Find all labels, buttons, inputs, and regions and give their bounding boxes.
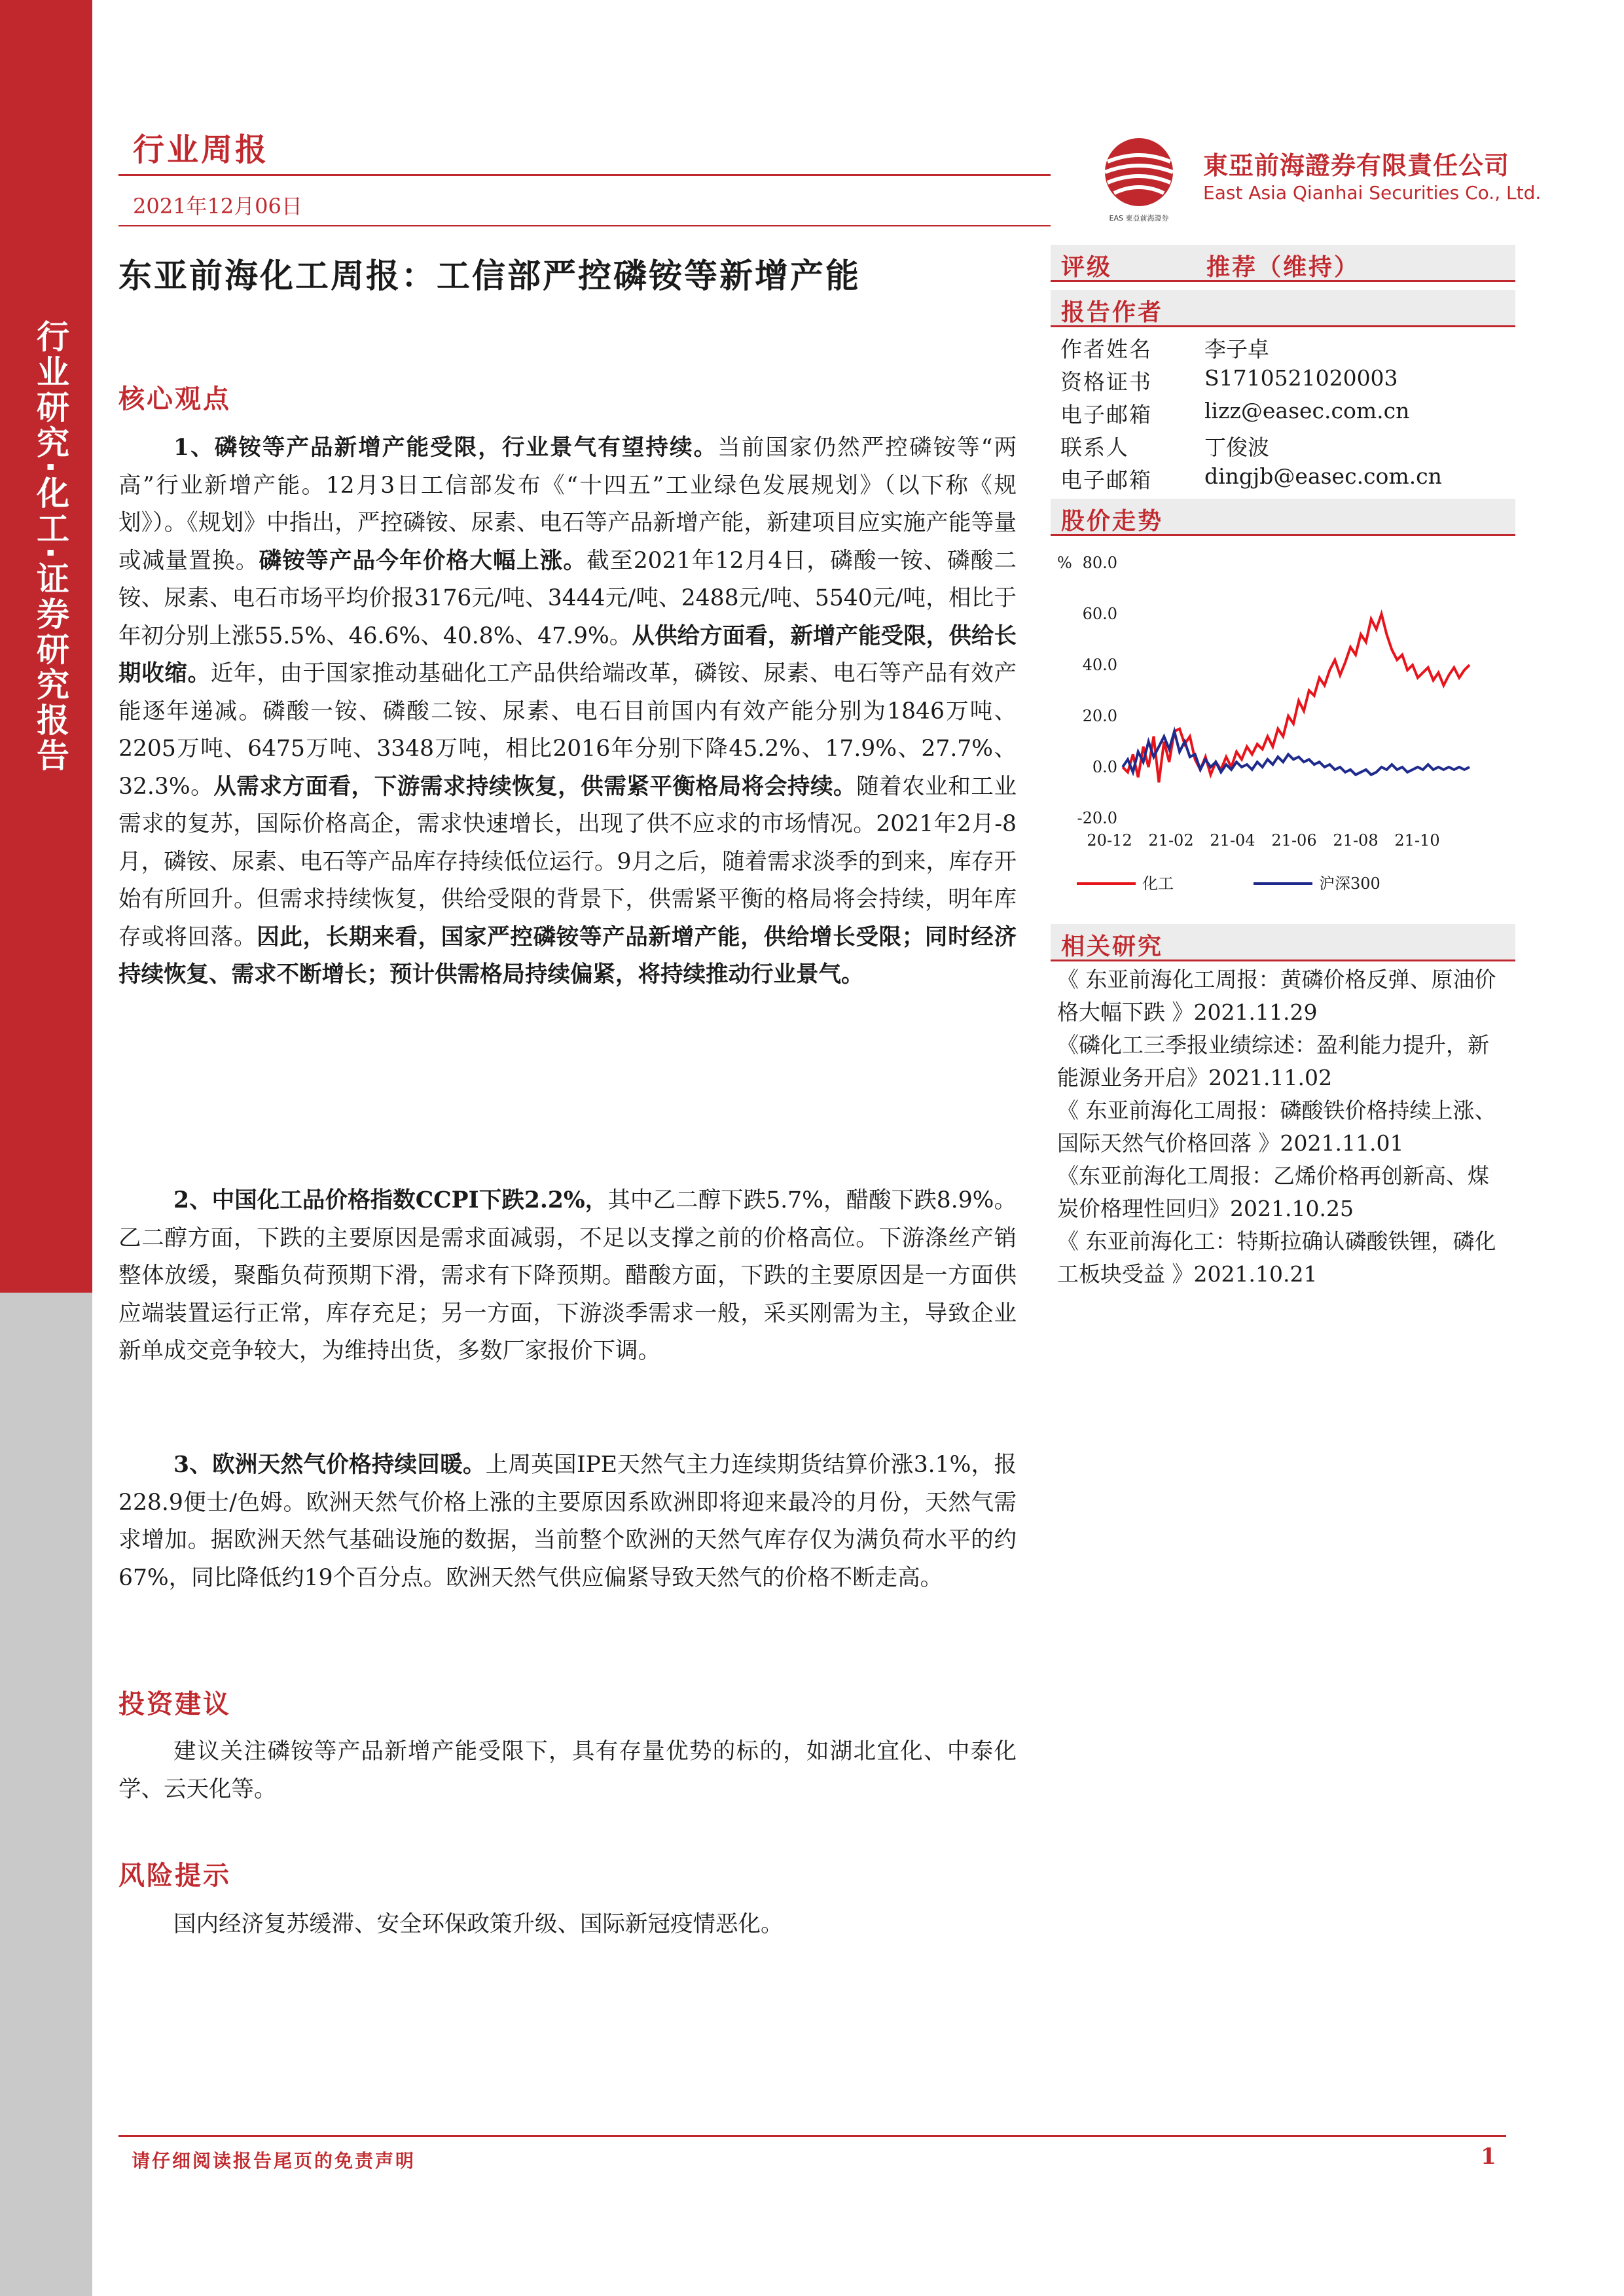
- author-key: 作者姓名: [1060, 336, 1152, 362]
- p1-bold-2: 磷铵等产品今年价格大幅上涨。: [259, 547, 587, 574]
- chart-y-tick: 20.0: [1082, 707, 1117, 725]
- related-item[interactable]: 《 东亚前海化工周报：磷酸铁价格持续上涨、国际天然气价格回落 》2021.11.01: [1057, 1098, 1496, 1156]
- header-divider: [118, 174, 1051, 176]
- related-heading: 相关研究: [1061, 933, 1164, 960]
- author-key: 电子邮箱: [1060, 402, 1152, 427]
- chart-legend-label: 沪深300: [1319, 874, 1380, 893]
- core-paragraph-1: [118, 429, 1017, 994]
- chart-y-unit: %: [1057, 554, 1072, 572]
- p1-text-3: 近年，由于国家推动基础化工产品供给端改革，磷铵、尿素、电石等产品有效产能逐年递减。磷酸一铵、磷酸二铵、尿素、电石目前国内有效产能分别为1846万吨、2205万吨、6475万吨、3348万吨，相比2016年分别下降45.2%、17.9%、27.7%、32.3%。: [118, 660, 1017, 800]
- sidebar-label: 行业研究·化工·证券研究报告: [31, 319, 69, 774]
- stock-chart: [1051, 543, 1515, 910]
- risk-text: 国内经济复苏缓滞、安全环保政策升级、国际新冠疫情恶化。: [173, 1911, 784, 1937]
- header-divider-2: [118, 225, 1051, 226]
- author-value: lizz@easec.com.cn: [1204, 398, 1410, 423]
- p3-text-1: 上周英国IPE天然气主力连续期货结算价涨3.1%，报228.9便士/色姆。欧洲天然气价格上涨的主要原因系欧洲即将迎来最冷的月份，天然气需求增加。据欧洲天然气基础设施的数据，当前整个欧洲的天然气库存仅为满负荷水平的约67%，同比降低约19个百分点。欧洲天然气供应偏紧导致天然气的价格不断走高。: [118, 1452, 1017, 1591]
- related-item[interactable]: 《东亚前海化工周报：乙烯价格再创新高、煤炭价格理性回归》2021.10.25: [1057, 1163, 1489, 1221]
- rating-box: [1051, 245, 1515, 282]
- chart-y-tick: 40.0: [1082, 656, 1117, 674]
- related-header: [1051, 924, 1515, 961]
- authors-heading: 报告作者: [1061, 299, 1164, 326]
- p1-text-4: 随着农业和工业需求的复苏，国际价格高企，需求快速增长，出现了供不应求的市场情况。2021年2月-8月，磷铵、尿素、电石等产品库存持续低位运行。9月之后，随着需求淡季的到来，库存开始有所回升。但需求持续恢复，供给受限的背景下，供需紧平衡的格局将会持续，明年库存或将回落。: [118, 773, 1017, 950]
- p1-bold-1: 1、磷铵等产品新增产能受限，行业景气有望持续。: [173, 435, 718, 461]
- authors-header: [1051, 290, 1515, 327]
- logo-caption: EAS 東亞前海證券: [1109, 214, 1169, 223]
- chart-legend-label: 化工: [1142, 874, 1174, 893]
- invest-text: 建议关注磷铵等产品新增产能受限下，具有存量优势的标的，如湖北宜化、中泰化学、云天化等。: [118, 1738, 1017, 1803]
- author-key: 资格证书: [1060, 369, 1152, 395]
- chart-x-tick: 21-10: [1394, 831, 1440, 850]
- core-paragraph-3: [118, 1446, 1017, 1597]
- related-list: [1057, 963, 1509, 1291]
- author-key: 电子邮箱: [1060, 467, 1152, 493]
- stock-heading: 股价走势: [1061, 508, 1164, 535]
- chart-x-tick: 21-02: [1148, 831, 1194, 850]
- author-value: 李子卓: [1204, 336, 1269, 362]
- report-category: 行业周报: [133, 132, 270, 168]
- sidebar-strip: [0, 1293, 92, 2296]
- chart-series-line: [1123, 731, 1470, 774]
- company-logo: [1087, 134, 1191, 226]
- rating-value: 推荐（维持）: [1206, 254, 1360, 281]
- chart-y-tick: -20.0: [1077, 809, 1117, 827]
- stock-header: [1051, 499, 1515, 536]
- company-name-en: East Asia Qianhai Securities Co., Ltd.: [1203, 182, 1542, 204]
- related-item[interactable]: 《 东亚前海化工：特斯拉确认磷酸铁锂，磷化工板块受益 》2021.10.21: [1057, 1229, 1496, 1287]
- report-title: 东亚前海化工周报：工信部严控磷铵等新增产能: [118, 257, 861, 296]
- chart-y-tick: 60.0: [1082, 605, 1117, 623]
- invest-heading: 投资建议: [118, 1689, 231, 1719]
- core-paragraph-2: [118, 1182, 1017, 1371]
- report-date: 2021年12月06日: [133, 194, 302, 219]
- p1-bold-3: 从供给方面看，新增产能受限，供给长期收缩。: [118, 622, 1017, 687]
- disclaimer-note: 请仔细阅读报告尾页的免责声明: [132, 2150, 416, 2172]
- author-value: dingjb@easec.com.cn: [1204, 463, 1442, 489]
- author-value: 丁俊波: [1204, 435, 1269, 460]
- chart-x-tick: 20-12: [1087, 831, 1132, 850]
- related-item[interactable]: 《 东亚前海化工周报：黄磷价格反弹、原油价格大幅下跌 》2021.11.29: [1057, 967, 1496, 1025]
- chart-y-tick: 80.0: [1082, 554, 1117, 572]
- company-name-cn: 東亞前海證券有限責任公司: [1203, 151, 1510, 180]
- author-key: 联系人: [1060, 435, 1129, 460]
- p1-bold-4: 从需求方面看，下游需求持续恢复，供需紧平衡格局将会持续。: [213, 773, 857, 800]
- core-heading: 核心观点: [118, 384, 231, 414]
- p1-text-1: 当前国家仍然严控磷铵等“两高”行业新增产能。12月3日工信部发布《“十四五”工业绿色发展规划》（以下称《规划》）。《规划》中指出，严控磷铵、尿素、电石等产品新增产能，新建项目应实施产能等量或减量置换。: [118, 435, 1017, 574]
- p2-bold-1: 2、中国化工品价格指数CCPI下跌2.2%，: [173, 1187, 608, 1213]
- p3-bold-1: 3、欧洲天然气价格持续回暖。: [173, 1452, 486, 1478]
- p2-text-1: 其中乙二醇下跌5.7%，醋酸下跌8.9%。乙二醇方面，下跌的主要原因是需求面减弱，不足以支撑之前的价格高位。下游涤丝产销整体放缓，聚酯负荷预期下滑，需求有下降预期。醋酸方面，下跌的主要原因是一方面供应端装置运行正常，库存充足；另一方面，下游淡季需求一般，采买刚需为主，导致企业新单成交竞争较大，为维持出货，多数厂家报价下调。: [118, 1187, 1017, 1364]
- risk-heading: 风险提示: [118, 1861, 231, 1891]
- author-value: S1710521020003: [1204, 365, 1398, 391]
- chart-x-tick: 21-06: [1271, 831, 1317, 850]
- sidebar-band: [0, 0, 92, 1293]
- p1-text-2: 截至2021年12月4日，磷酸一铵、磷酸二铵、尿素、电石市场平均价报3176元/吨、3444元/吨、2488元/吨、5540元/吨，相比于年初分别上涨55.5%、46.6%、40.8%、47.9%。: [118, 547, 1017, 649]
- related-item[interactable]: 《磷化工三季报业绩综述：盈利能力提升，新能源业务开启》2021.11.02: [1057, 1032, 1489, 1090]
- chart-x-tick: 21-04: [1210, 831, 1255, 850]
- p1-bold-5: 因此，长期来看，国家严控磷铵等产品新增产能，供给增长受限；同时经济持续恢复、需求不断增长；预计供需格局持续偏紧，将持续推动行业景气。: [118, 924, 1017, 988]
- chart-x-tick: 21-08: [1333, 831, 1379, 850]
- page-number: 1: [1481, 2144, 1496, 2170]
- rating-label: 评级: [1061, 254, 1113, 281]
- chart-y-tick: 0.0: [1092, 758, 1117, 776]
- footer-divider: [118, 2135, 1506, 2137]
